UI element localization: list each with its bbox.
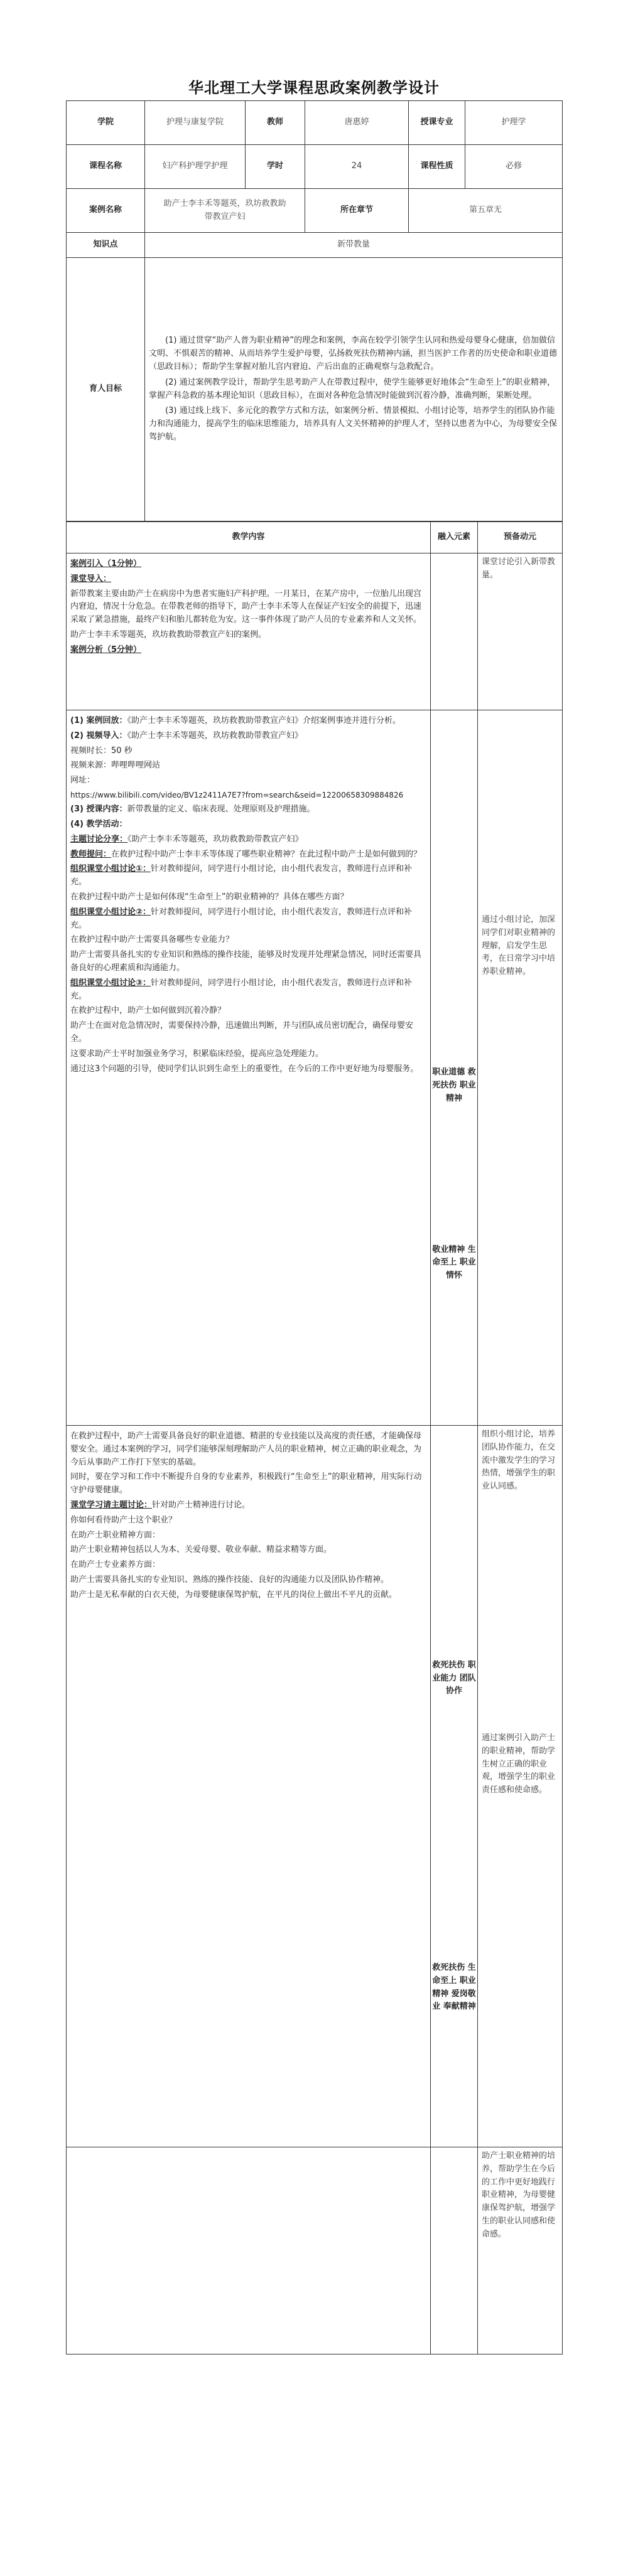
- teacher-label: 教师: [246, 101, 305, 145]
- element-1: 职业道德 救死扶伤 职业精神: [432, 1067, 476, 1103]
- s2-text: 《助产士李丰禾等题英，玖坊救教助带教宣产妇》: [127, 730, 303, 740]
- q4-answer: 助产士在面对危急情况时，需要保持冷静，迅速做出判断，并与团队成员密切配合，确保母婴安全。: [70, 1021, 414, 1044]
- info-table: [66, 100, 563, 521]
- g1-text: 针对教师提问，同学进行小组讨论，由小组代表发言，教师进行点评和补充。: [70, 864, 413, 887]
- q2-text: 在救护过程中助产士是如何体现“生命至上”的职业精神的？具体在哪些方面？: [70, 892, 349, 902]
- intro-remark: [478, 553, 563, 710]
- q1-title: 教师提问：: [70, 849, 112, 859]
- q3-answer: 助产士需要具备扎实的专业知识和熟练的操作技能，能够及时发现并处理紧急情况，同时还需要具备良好的心理素质和沟通能力。: [70, 950, 422, 973]
- intro-text: 新带教案主要由助产士在病房中为患者实施妇产科护理。一月某日，在某产房中，一位胎儿出现宫内窘迫，情况十分危急。在带教老师的指导下，助产士李丰禾等人在保证产妇安全的前提下，迅速采取了紧急措施，最终产妇和胎儿都转危为安。这一事件体现了助产人员的专业素养和人文关怀。: [70, 589, 422, 625]
- college-value: 护理与康复学院: [145, 101, 246, 145]
- remark-4: 通过案例引入助产士的职业精神，帮助学生树立正确的职业观，增强学生的职业责任感和使命感。: [482, 1733, 556, 1795]
- g3-title: 组织课堂小组讨论③：: [70, 978, 151, 988]
- objective-2: (2) 通过案例教学设计，帮助学生思考助产人在带教过程中，使学生能够更好地体会“生命至上”的职业精神，掌握产科急救的基本理论知识（思政目标），在面对各种危急情况时能做到沉着冷静，准确判断，果断处理。: [149, 377, 556, 400]
- cont-1: 在救护过程中，助产士需要具备良好的职业道德、精湛的专业技能以及高度的责任感，才能确保母婴安全。通过本案例的学习，同学们能够深刻理解助产人员的职业精神，树立正确的职业观念，为今后从事助产工作打下坚实的基础。: [70, 1431, 422, 1467]
- objective-1: (1) 通过贯穿“助产人普为职业精神”的理念和案例，李高在较学引领学生认同和热爱母婴身心健康，倍加做信文明、不惧艰苦的精神、从而培养学生爱护母婴，弘扬救死扶伤精神内涵，担当医护工作者的历史使命和职业道德（思政目标）；帮助学生掌握对胎儿宫内窘迫、产后出血的正确观察与急救配合。: [149, 336, 558, 371]
- objectives-content: [145, 258, 563, 521]
- remark-2: 通过小组讨论，加深同学们对职业精神的理解，启发学生思考，在日常学习中培养职业精神。: [482, 915, 556, 977]
- q5-text: 你如何看待助产士这个职业？: [70, 1515, 177, 1525]
- chapter-label: 所在章节: [305, 189, 409, 233]
- q3-text: 在救护过程中助产士需要具备哪些专业能力？: [70, 935, 234, 945]
- analysis-remark: [478, 710, 563, 1426]
- final-remark: [478, 2147, 563, 2354]
- a5-5: 助产士是无私奉献的白衣天使，为母婴健康保驾护航，在平凡的岗位上做出不平凡的贡献。: [70, 1590, 398, 1600]
- video-site-label: 网址：: [70, 776, 95, 786]
- intro-case-line: 助产士李丰禾等题英，玖坊救教助带教宣产妇的案例。: [70, 629, 267, 639]
- g4-title: 课堂学习请主题讨论：: [70, 1500, 153, 1510]
- s4a-text: 《助产士李丰禾等题英，玖坊救教助带教宣产妇》: [127, 834, 303, 844]
- chapter-value: 第五章无: [409, 189, 563, 233]
- analysis-cell: [67, 710, 431, 1426]
- knowledge-value: 新带教量: [145, 233, 563, 258]
- document-page: [66, 0, 562, 2354]
- objectives-label: 育人目标: [67, 258, 145, 521]
- intro-title: 案例引入（1分钟）: [70, 559, 142, 569]
- q4-text: 在救护过程中，助产士如何做到沉着冷静？: [70, 1006, 226, 1016]
- col-remark-header: 预备动元: [478, 522, 563, 553]
- discussion-remark: [478, 1426, 563, 2147]
- video-link[interactable]: https://www.bilibili.com/video/BV1z2411A7E7?from=search&seid=12200658309884826: [70, 790, 404, 799]
- nature-label: 课程性质: [409, 145, 465, 189]
- intro-cell: [67, 553, 431, 710]
- a5-3: 在助产士专业素养方面：: [70, 1560, 161, 1570]
- college-label: 学院: [67, 101, 145, 145]
- g2-title: 组织课堂小组讨论②：: [70, 907, 151, 917]
- remark-3: 组织小组讨论，培养团队协作能力，在交流中激发学生的学习热情，增强学生的职业认同感。: [482, 1430, 556, 1492]
- teacher-value: 唐惠婷: [305, 101, 409, 145]
- course-value: 妇产科护理学护理: [145, 145, 246, 189]
- lesson-table: [66, 521, 563, 2354]
- knowledge-label: 知识点: [67, 233, 145, 258]
- a5-1: 在助产士职业精神方面：: [70, 1530, 161, 1540]
- nature-value: 必修: [465, 145, 563, 189]
- remark-1: 课堂讨论引入新带教量。: [482, 557, 556, 580]
- col-content-header: 教学内容: [67, 522, 431, 553]
- g1-title: 组织课堂小组讨论①：: [70, 864, 151, 874]
- g3-text: 针对教师提问，同学进行小组讨论，由小组代表发言，教师进行点评和补充。: [70, 978, 413, 1001]
- case-value-line2: 带教宣产妇: [204, 211, 246, 222]
- final-content: [67, 2147, 431, 2354]
- a5-4: 助产士需要具备扎实的专业知识、熟练的操作技能、良好的沟通能力以及团队协作精神。: [70, 1574, 389, 1585]
- discussion-elements: [431, 1426, 478, 2147]
- video-source: 视频来源：哔哩哔哩网站: [70, 761, 161, 771]
- g2-text: 针对教师提问，同学进行小组讨论，由小组代表发言，教师进行点评和补充。: [70, 907, 413, 930]
- analysis-title: 案例分析（5分钟）: [70, 644, 142, 655]
- g4-text: 针对助产士精神进行讨论。: [152, 1500, 251, 1510]
- major-value: 护理学: [465, 101, 563, 145]
- case-value: [145, 189, 305, 233]
- s1-text: 《助产士李丰禾等题英，玖坊救教助带教宣产妇》介绍案例事迹并进行分析。: [127, 716, 401, 725]
- hours-value: 24: [305, 145, 409, 189]
- element-4: 救死扶伤 生命至上 职业精神 爱岗敬业 奉献精神: [432, 1963, 476, 2012]
- s3-text: 新带教量的定义、临床表现、处理原则及护理措施。: [127, 804, 315, 815]
- case-value-line1: 助产士李丰禾等题英，玖坊救教助: [163, 198, 286, 208]
- course-label: 课程名称: [67, 145, 145, 189]
- element-2: 敬业精神 生命至上 职业情怀: [432, 1244, 476, 1281]
- analysis-elements: [431, 710, 478, 1426]
- s4-title: (4) 教学活动：: [70, 819, 127, 829]
- q1-text: 在救护过程中助产士李丰禾等体现了哪些职业精神？在此过程中助产士是如何做到的？: [111, 849, 422, 859]
- s4a-title: 主题讨论分享：: [70, 834, 128, 844]
- s3-title: (3) 授课内容：: [70, 804, 127, 815]
- cont-2: 同时，要在学习和工作中不断提升自身的专业素养，积极践行“生命至上”的职业精神，用实际行动守护母婴健康。: [70, 1472, 422, 1495]
- intro-sub: 课堂导入：: [70, 574, 112, 584]
- final-elements: [431, 2147, 478, 2354]
- objective-3: (3) 通过线上线下、多元化的教学方式和方法，如案例分析、情景模拟、小组讨论等，培养学生的团队协作能力和沟通能力，提高学生的临床思维能力，培养具有人文关怀精神的护理人才，坚持以患者为中心，为母婴安全保驾护航。: [149, 406, 558, 442]
- page-title: 华北理工大学课程思政案例教学设计: [188, 79, 440, 97]
- col-insert-header: 融入元素: [431, 522, 478, 553]
- summary-text: 通过这3个问题的引导，使同学们认识到生命至上的重要性，在今后的工作中更好地为母婴服务。: [70, 1064, 419, 1074]
- element-3: 救死扶伤 职业能力 团队协作: [432, 1660, 476, 1696]
- hours-label: 学时: [246, 145, 305, 189]
- s1-title: (1) 案例回放：: [70, 716, 127, 725]
- remark-5: 助产士职业精神的培养，帮助学生在今后的工作中更好地践行职业精神，为母婴健康保驾护航，增强学生的职业认同感和使命感。: [482, 2151, 556, 2239]
- discussion-cell: [67, 1426, 431, 2147]
- s2-title: (2) 视频导入：: [70, 730, 127, 740]
- intro-elements: [431, 553, 478, 710]
- q4-answer-2: 这要求助产士平时加强业务学习，积累临床经验，提高应急处理能力。: [70, 1049, 324, 1059]
- video-length: 视频时长：50 秒: [70, 746, 133, 756]
- case-label: 案例名称: [67, 189, 145, 233]
- a5-2: 助产士职业精神包括以人为本、关爱母婴、敬业奉献、精益求精等方面。: [70, 1545, 332, 1555]
- major-label: 授课专业: [409, 101, 465, 145]
